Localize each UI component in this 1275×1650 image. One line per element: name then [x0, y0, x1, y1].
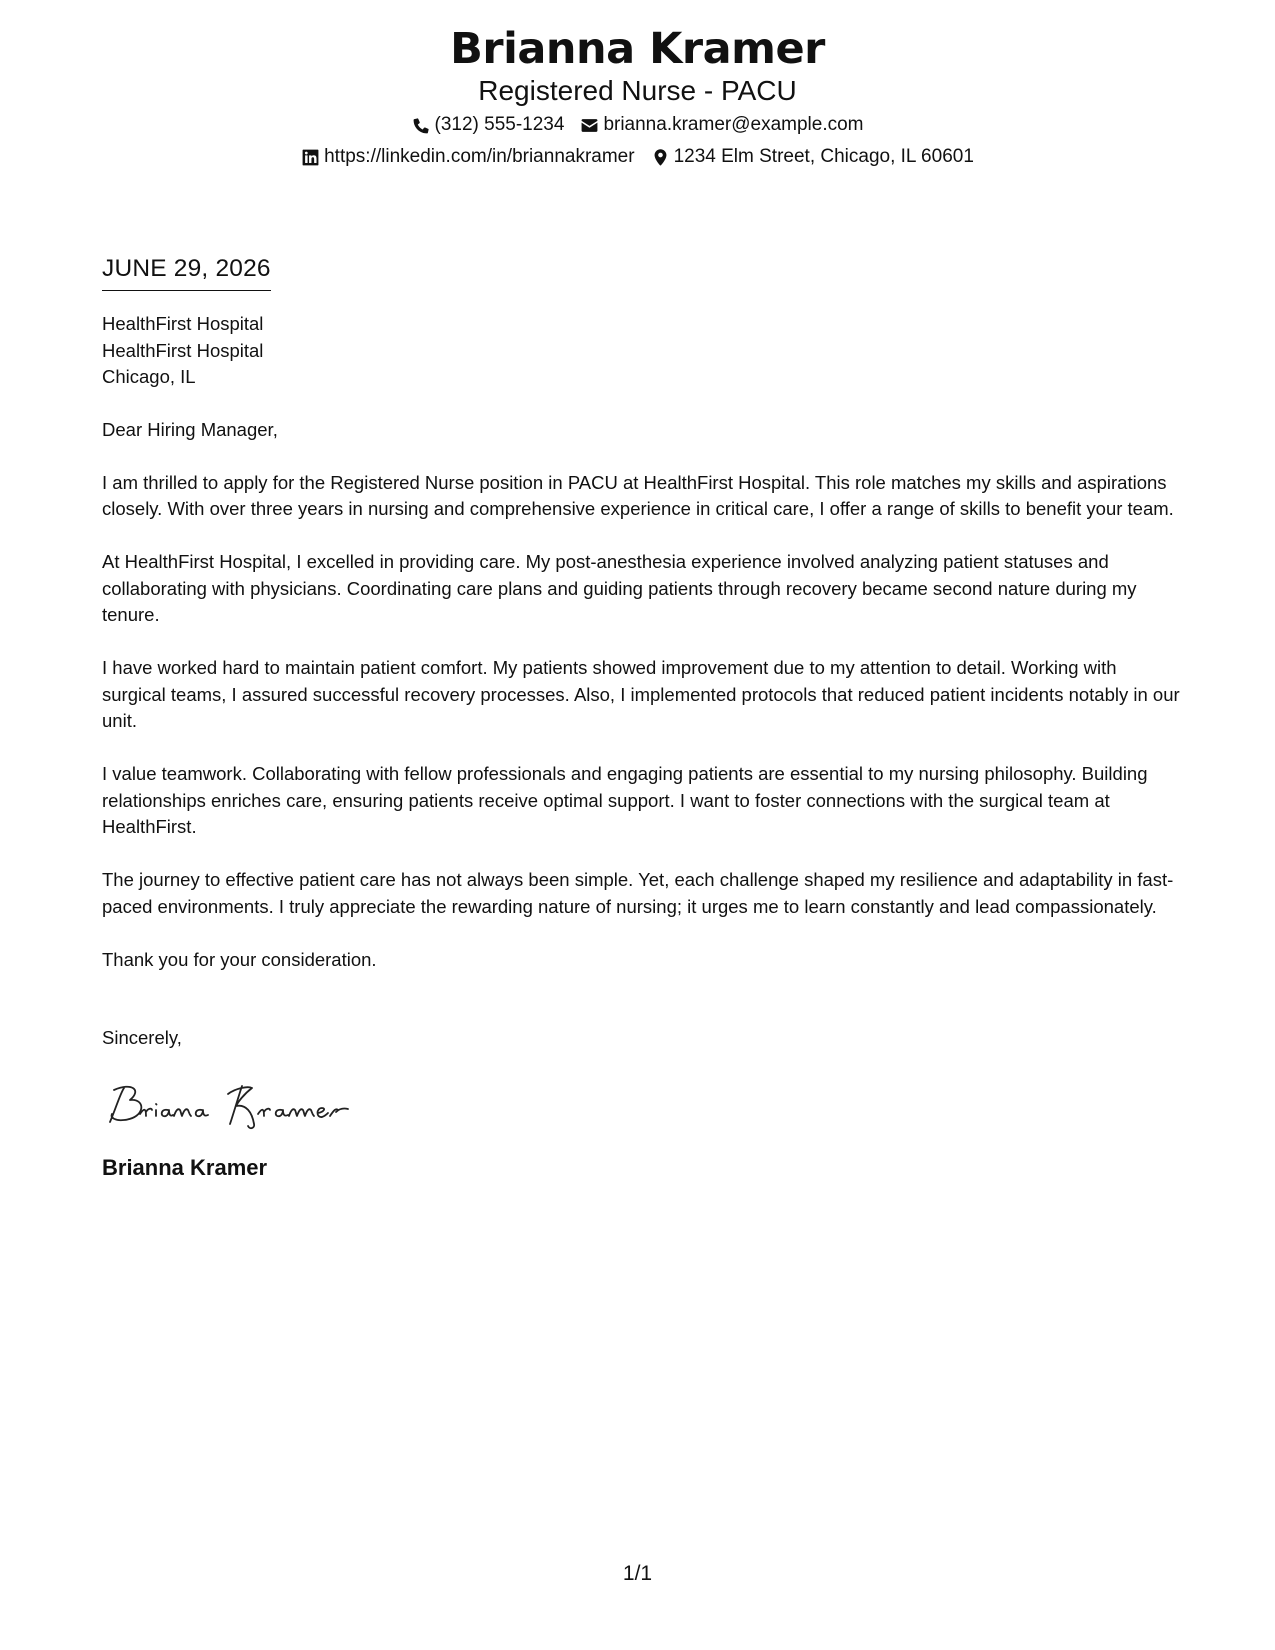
signature-image: [102, 1078, 362, 1134]
page-number: 1/1: [622, 1562, 653, 1585]
body-paragraph: I have worked hard to maintain patient comfort. My patients showed improvement due to my attention to detail. Working with surgical teams, I assured successful recovery processes. Also, I implemented protocols that reduced patient incidents notably in our unit.: [102, 657, 1180, 731]
recipient-line: Chicago, IL: [102, 366, 196, 387]
closing-thanks: Thank you for your consideration.: [102, 948, 377, 970]
salutation: Dear Hiring Manager,: [102, 418, 278, 440]
map-marker-icon: [651, 148, 670, 167]
body-paragraph: I am thrilled to apply for the Registered Nurse position in PACU at HealthFirst Hospital. This role matches my skills and aspirations closely. With over three years in nursing and comprehensive experience in critical care, I offer a range of skills to benefit your team.: [102, 471, 1174, 519]
contact-row-secondary: [0, 142, 1275, 172]
phone-icon: [412, 116, 431, 135]
body-paragraph: At HealthFirst Hospital, I excelled in providing care. My post-anesthesia experience involved analyzing patient statuses and collaborating with physicians. Coordinating care plans and guiding patients through recovery became second nature during my tenure.: [102, 551, 1137, 625]
signoff: Sincerely,: [102, 1027, 182, 1048]
contact-phone: [412, 110, 565, 140]
handwritten-signature: [102, 1078, 1182, 1134]
signer-name: Brianna Kramer: [102, 1154, 268, 1180]
contact-linkedin[interactable]: [301, 142, 634, 172]
recipient-block: [102, 311, 1182, 391]
body-paragraph: I value teamwork. Collaborating with fellow professionals and engaging patients are essential to my nursing philosophy. Building relationships enriches care, ensuring patients receive optimal support. I want to foster connections with the surgical team at HealthFirst.: [102, 763, 1148, 837]
recipient-line: HealthFirst Hospital: [102, 313, 264, 334]
letter-header: [0, 22, 1275, 172]
contact-row-primary: [0, 110, 1275, 140]
applicant-name: Brianna Kramer: [450, 24, 825, 74]
contact-address: [651, 142, 974, 172]
letter-body: [102, 252, 1182, 1182]
envelope-icon: [580, 116, 599, 135]
email-address[interactable]: brianna.kramer@example.com: [603, 114, 864, 135]
linkedin-url[interactable]: https://linkedin.com/in/briannakramer: [324, 146, 635, 167]
contact-email[interactable]: [580, 110, 863, 140]
body-paragraph: The journey to effective patient care has not always been simple. Yet, each challenge shaped my resilience and adaptability in fast-paced environments. I truly appreciate the rewarding nature of nursing; it urges me to learn constantly and lead compassionately.: [102, 869, 1174, 917]
applicant-role: Registered Nurse - PACU: [478, 75, 797, 106]
letter-date: JUNE 29, 2026: [102, 252, 271, 291]
recipient-line: HealthFirst Hospital: [102, 339, 264, 361]
linkedin-icon: [301, 148, 320, 167]
phone-number: (312) 555-1234: [434, 114, 565, 135]
street-address: 1234 Elm Street, Chicago, IL 60601: [673, 146, 974, 167]
